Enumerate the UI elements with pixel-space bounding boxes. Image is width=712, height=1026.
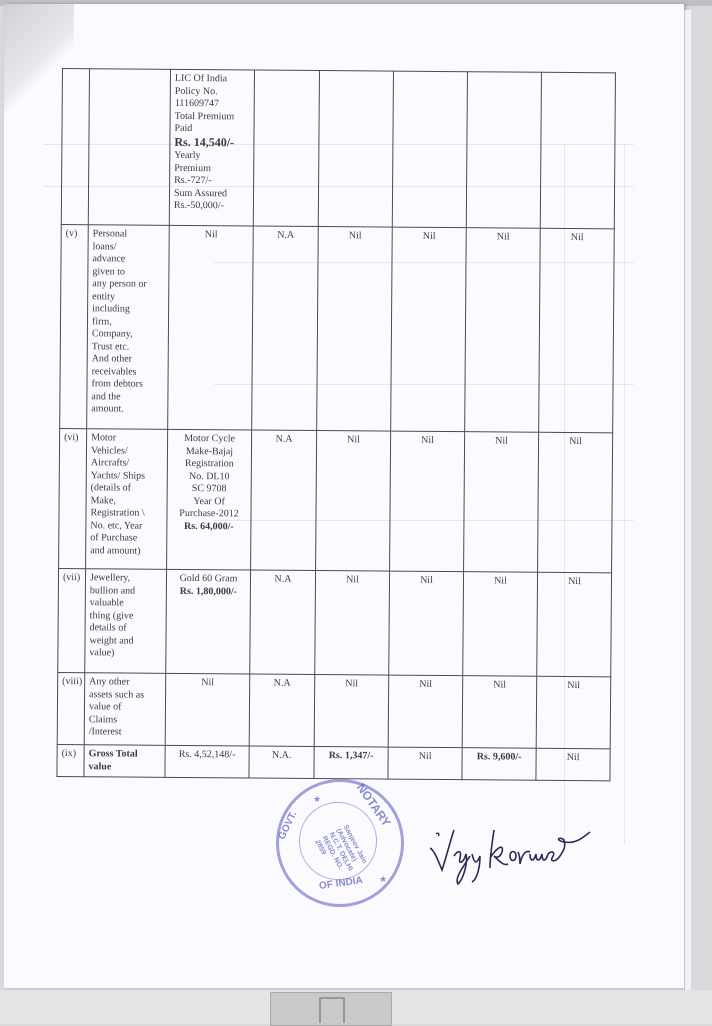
value-cell: Nil [539, 228, 615, 433]
binder-clip [270, 992, 392, 1026]
value-cell: Nil [462, 676, 537, 749]
page-edge [684, 10, 691, 990]
value-cell: Nil [390, 431, 465, 572]
self-value-cell: Gold 60 Gram Rs. 1,80,000/- [166, 569, 251, 674]
value-cell [392, 71, 467, 228]
value-cell: Nil [314, 675, 389, 748]
self-value-cell: Rs. 4,52,148/- [165, 745, 249, 778]
self-value-cell: Nil [165, 673, 250, 746]
value-cell: Nil [463, 572, 538, 677]
assets-table [56, 68, 616, 781]
stamp-text-india: OF INDIA [318, 874, 364, 893]
na-cell: N.A [249, 674, 315, 747]
asset-description-cell: Motor Vehicles/ Aircrafts/ Yachts/ Ships (details of Make, Registration \ No. etc, Year of Purchase and amount) [86, 429, 168, 570]
table-row [57, 672, 611, 748]
stamp-text-notary-name: Sanjeev Jain (Advocate) N.C.T. DELHI REGD. NO. 2859 [313, 823, 368, 873]
stamp-text-govt: GOVT. [276, 809, 300, 842]
asset-description-cell: Personal loans/ advance given to any person or entity including firm, Company, Trust etc. And other receivables from debtors and the amount. [87, 225, 170, 430]
document-page [4, 4, 684, 988]
value-cell: Nil [317, 227, 393, 432]
asset-description-cell: Any other assets such as value of Claims /Interest [84, 673, 166, 746]
value-cell: Nil [464, 432, 539, 573]
row-number-cell: (ix) [57, 744, 84, 776]
value-cell: Nil [391, 227, 467, 432]
asset-description-cell: Gross Total value [84, 745, 165, 778]
stamp-text-notary: NOTARY [353, 780, 394, 830]
table-row [60, 224, 615, 432]
na-cell: N.A [250, 570, 316, 675]
self-value-cell: Motor Cycle Make-Bajaj Registration No. DL10 SC 9708 Year Of Purchase-2012 Rs. 64,000/- [167, 429, 252, 570]
value-cell [466, 72, 541, 229]
notary-stamp [276, 779, 404, 907]
na-cell: N.A. [249, 746, 314, 779]
self-value-cell: Nil [168, 225, 254, 430]
value-cell: Nil [538, 432, 613, 573]
row-number-cell: (vii) [58, 568, 86, 672]
table-row [61, 69, 615, 229]
table-row [57, 744, 610, 780]
value-cell: Nil [388, 747, 462, 780]
value-cell: Nil [536, 748, 610, 781]
bleed-through-line [624, 144, 625, 844]
value-cell: Nil [536, 676, 611, 749]
na-cell [253, 70, 319, 227]
na-cell: N.A [251, 430, 317, 571]
row-number-cell [61, 69, 89, 225]
value-cell: Rs. 1,347/- [314, 747, 388, 780]
value-cell: Nil [315, 571, 390, 676]
stamp-star-icon: ★ [313, 794, 322, 804]
row-number-cell: (viii) [57, 672, 85, 744]
asset-description-cell: Jewellery, bullion and valuable thing (give details of weight and value) [85, 569, 167, 674]
value-cell: Nil [537, 572, 612, 677]
table-row [59, 428, 613, 572]
signature [424, 796, 604, 901]
asset-description-cell [88, 69, 170, 226]
na-cell: N.A [252, 226, 319, 431]
value-cell: Nil [389, 571, 464, 676]
row-number-cell: (vi) [59, 428, 87, 568]
value-cell: Rs. 9,600/- [462, 748, 536, 781]
stamp-star-icon: ★ [379, 874, 388, 884]
signature-icon [424, 796, 604, 896]
value-cell: Nil [316, 431, 391, 572]
table-row [58, 568, 612, 676]
assets-table-container [56, 68, 616, 781]
row-number-cell: (v) [60, 224, 89, 428]
self-value-cell: LIC Of India Policy No. 111609747 Total Premium Paid Rs. 14,540/- Yearly Premium Rs.-727/- Sum Assured Rs.-50,000/- [169, 69, 254, 226]
value-cell: Nil [465, 228, 541, 433]
value-cell: Nil [388, 675, 463, 748]
value-cell [540, 72, 615, 229]
value-cell [318, 71, 393, 228]
